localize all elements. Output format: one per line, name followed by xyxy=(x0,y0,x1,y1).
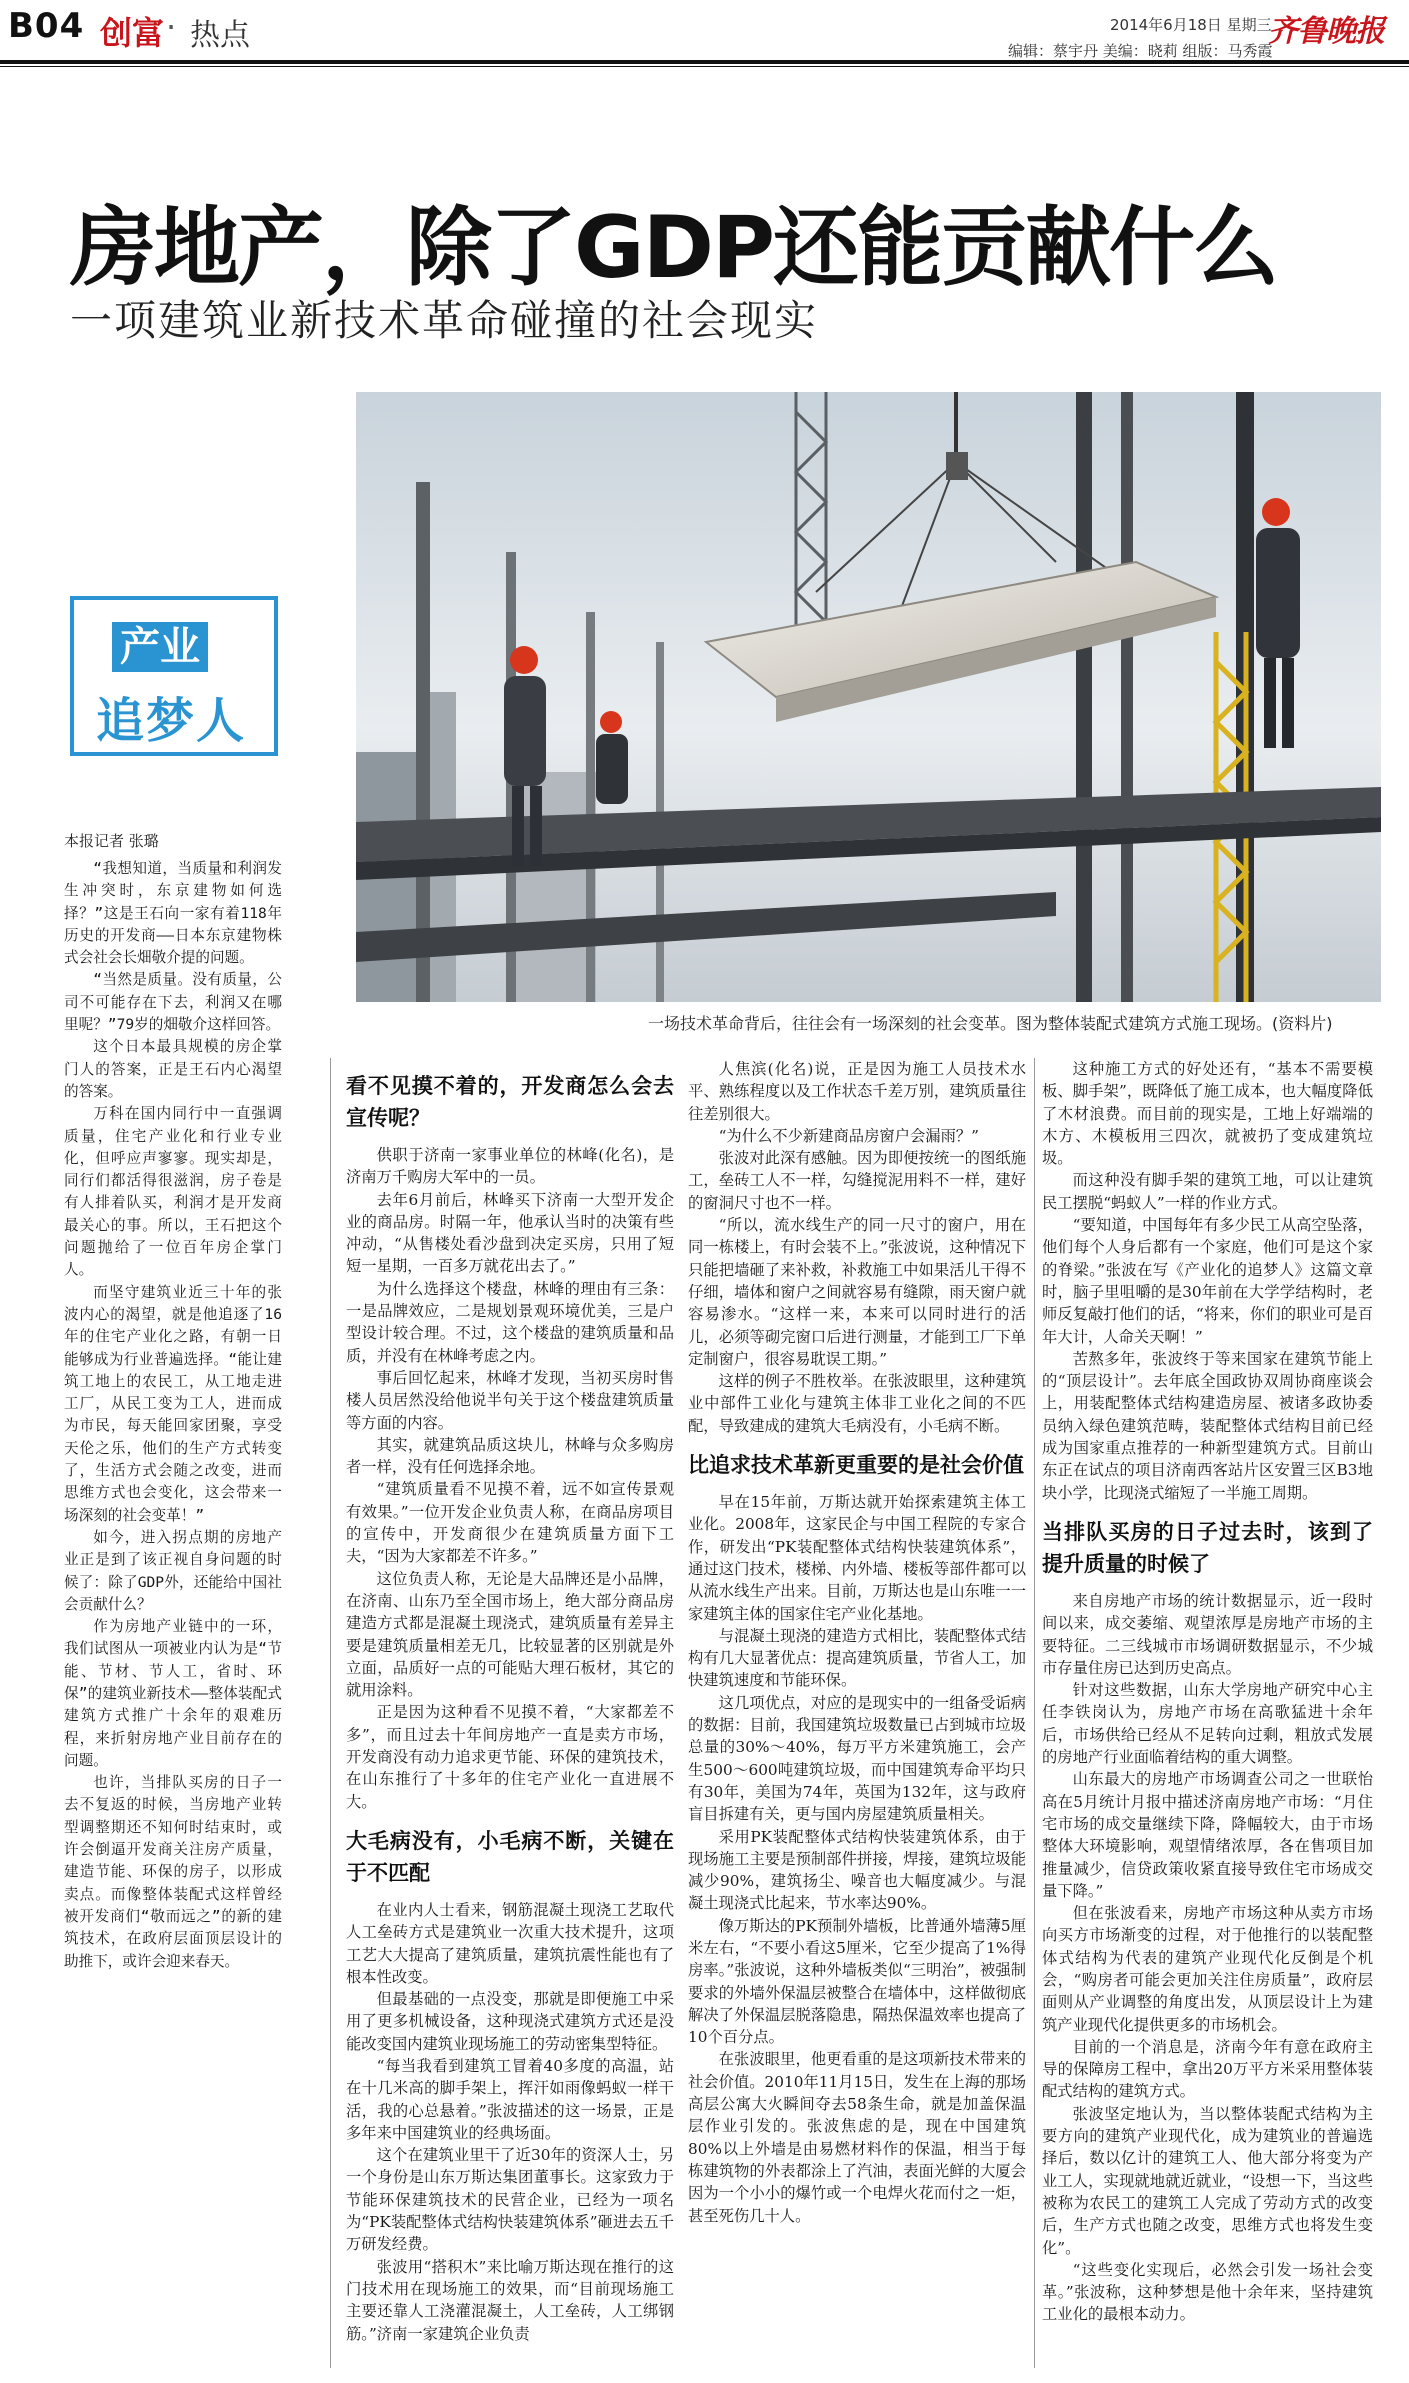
body-paragraph: “要知道，中国每年有多少民工从高空坠落，他们每个人身后都有一个家庭，他们可是这个家的脊梁。”张波在写《产业化的追梦人》这篇文章时，脑子里咀嚼的是30年前在大学学结构时，老师反复敲打他们的话，“将来，你们的职业可是百年大计，人命关天啊！” xyxy=(1042,1216,1373,1346)
body-paragraph: 早在15年前，万斯达就开始探索建筑主体工业化。2008年，这家民企与中国工程院的专家合作，研发出“PK装配整体式结构快装建筑体系”，通过这门技术，楼梯、内外墙、楼板等部件都可以从流水线生产出来。目前，万斯达也是山东唯一一家建筑主体的国家住宅产业化基地。 xyxy=(688,1493,1026,1623)
body-paragraph: 而这种没有脚手架的建筑工地，可以让建筑民工摆脱“蚂蚁人”一样的作业方式。 xyxy=(1042,1171,1373,1212)
sidebar-paragraph: “我想知道，当质量和利润发生冲突时，东京建物如何选择？”这是王石向一家有着118年历史的开发商——日本东京建物株式会社会长畑敬介提的问题。 xyxy=(64,860,282,967)
subheadline: 一项建筑业新技术革命碰撞的社会现实 xyxy=(70,296,819,345)
body-paragraph: 在张波眼里，他更看重的是这项新技术带来的社会价值。2010年11月15日，发生在上海的那场高层公寓大火瞬间夺去58条生命，就是加盖保温层作业引发的。张波焦虑的是，现在中国建筑80%以上外墙是由易燃材料作的保温，相当于每栋建筑物的外表都涂上了汽油，表面光鲜的大厦会因为一个小小的爆竹或一个电焊火花而付之一炬，甚至死伤几十人。 xyxy=(688,2050,1026,2225)
body-paragraph: 事后回忆起来，林峰才发现，当初买房时售楼人员居然没给他说半句关于这个楼盘建筑质量等方面的内容。 xyxy=(346,1368,674,1432)
body-paragraph: “建筑质量看不见摸不着，远不如宣传景观有效果。”一位开发企业负责人称，在商品房项目的宣传中，开发商很少在建筑质量方面下工夫，“因为大家都差不许多。” xyxy=(346,1480,674,1566)
editor-credits: 编辑：蔡宇丹 美编：晓莉 组版：马秀霞 xyxy=(1008,42,1273,60)
sidebar-paragraph: 这个日本最具规模的房企掌门人的答案，正是王石内心渴望的答案。 xyxy=(64,1038,282,1100)
body-column-2 xyxy=(688,1058,1026,2227)
section-subname: 热点 xyxy=(190,18,250,53)
body-column-3 xyxy=(1042,1058,1373,2326)
photo-caption: 一场技术革命背后，往往会有一场深刻的社会变革。图为整体装配式建筑方式施工现场。(资料片) xyxy=(648,1014,1333,1033)
body-paragraph: 但在张波看来，房地产市场这种从卖方市场向买方市场渐变的过程，对于他推行的以装配整体式结构为代表的建筑产业现代化反倒是个机会，“购房者可能会更加关注住房质量”，政府层面则从产业调整的角度出发，从顶层设计上为建筑产业现代化提供更多的市场机会。 xyxy=(1042,1904,1373,2034)
section-heading: 比追求技术革新更重要的是社会价值 xyxy=(688,1453,1024,1478)
sidebar-paragraph: 也许，当排队买房的日子一去不复返的时候，当房地产业转型调整期还不知何时结束时，或许会倒逼开发商关注房产质量，建造节能、环保的房子，以形成卖点。而像整体装配式这样曾经被开发商们“敬而远之”的新的建筑技术，在政府层面顶层设计的助推下，或许会迎来春天。 xyxy=(64,1774,282,1970)
body-paragraph: 在业内人士看来，钢筋混凝土现浇工艺取代人工垒砖方式是建筑业一次重大技术提升，这项工艺大大提高了建筑质量，建筑抗震性能也有了根本性改变。 xyxy=(346,1900,674,1986)
section-name: 创富 xyxy=(100,14,165,52)
body-paragraph: 正是因为这种看不见摸不着，“大家都差不多”，而且过去十年间房地产一直是卖方市场，开发商没有动力追求更节能、环保的建筑技术，在山东推行了十多年的住宅产业化一直进展不大。 xyxy=(346,1703,674,1811)
sidebar-paragraph: “当然是质量。没有质量，公司不可能存在下去，利润又在哪里呢？”79岁的畑敬介这样回答。 xyxy=(64,971,282,1034)
body-paragraph: 来自房地产市场的统计数据显示，近一段时间以来，成交萎缩、观望浓厚是房地产市场的主要特征。二三线城市市场调研数据显示，不少城市存量住房已达到历史高点。 xyxy=(1042,1591,1373,1677)
body-paragraph: 针对这些数据，山东大学房地产研究中心主任李铁岗认为，房地产市场在高歌猛进十余年后，市场供给已经从不足转向过剩，粗放式发展的房地产行业面临着结构的重大调整。 xyxy=(1042,1681,1373,1767)
body-paragraph: 去年6月前后，林峰买下济南一大型开发企业的商品房。时隔一年，他承认当时的决策有些冲动，“从售楼处看沙盘到决定买房，只用了短短一星期，一百多万就花出去了。” xyxy=(346,1190,674,1276)
page-code: B04 xyxy=(8,6,85,46)
construction-photo-illustration xyxy=(356,392,1381,1002)
body-paragraph: 但最基础的一点没变，那就是即便施工中采用了更多机械设备，这种现浇式建筑方式还是没能改变国内建筑业现场施工的劳动密集型特征。 xyxy=(346,1990,674,2053)
body-paragraph: 这样的例子不胜枚举。在张波眼里，这种建筑业中部件工业化与建筑主体非工业化之间的不匹配，导致建成的建筑大毛病没有，小毛病不断。 xyxy=(688,1372,1026,1435)
sidebar-column xyxy=(64,858,282,1973)
body-paragraph: 供职于济南一家事业单位的林峰(化名)，是济南万千购房大军中的一员。 xyxy=(346,1146,674,1187)
section-heading: 看不见摸不着的，开发商怎么会去宣传呢？ xyxy=(346,1074,674,1130)
body-paragraph: 这种施工方式的好处还有，“基本不需要模板、脚手架”，既降低了施工成本，也大幅度降低了木材浪费。而目前的现实是，工地上好端端的木方、木模板用三四次，就被扔了变成建筑垃圾。 xyxy=(1042,1060,1373,1168)
sidebar-paragraph: 万科在国内同行中一直强调质量，住宅产业化和行业专业化，但呼应声寥寥。现实却是，同行们都活得很滋润，房子卷是有人排着队买，利润才是开发商最关心的事。所以，王石把这个问题抛给了一位百年房企掌门人。 xyxy=(64,1105,282,1279)
newspaper-logo: 齐鲁晚报 xyxy=(1268,14,1384,49)
body-paragraph: 人焦滨(化名)说，正是因为施工人员技术水平、熟练程度以及工作状态千差万别，建筑质量往往差别很大。 xyxy=(688,1060,1026,1123)
body-paragraph: 这几项优点，对应的是现实中的一组备受诟病的数据：目前，我国建筑垃圾数量已占到城市垃圾总量的30%～40%，每万平方米建筑施工，会产生500～600吨建筑垃圾，而中国建筑寿命平均只有30年，美国为74年，英国为132年，这与政府盲目拆建有关，更与国内房屋建筑质量相关。 xyxy=(688,1693,1026,1824)
sidebar-paragraph: 如今，进入拐点期的房地产业正是到了该正视自身问题的时候了：除了GDP外，还能给中国社会贡献什么？ xyxy=(64,1528,282,1613)
body-paragraph: 与混凝土现浇的建造方式相比，装配整体式结构有几大显著优点：提高建筑质量，节省人工，加快建筑速度和节能环保。 xyxy=(688,1626,1026,1690)
body-paragraph: 目前的一个消息是，济南今年有意在政府主导的保障房工程中，拿出20万平方米采用整体装配式结构的建筑方式。 xyxy=(1042,2037,1373,2101)
body-paragraph: 为什么选择这个楼盘，林峰的理由有三条：一是品牌效应，二是规划景观环境优美，三是户型设计较合理。不过，这个楼盘的建筑质量和品质，并没有在林峰考虑之内。 xyxy=(346,1279,674,1365)
headline: 房地产，除了GDP还能贡献什么 xyxy=(70,198,1278,298)
issue-date: 2014年6月18日 星期三 xyxy=(1110,16,1272,34)
body-paragraph: “这些变化实现后，必然会引发一场社会变革。”张波称，这种梦想是他十余年来，坚持建筑工业化的最根本动力。 xyxy=(1042,2260,1373,2324)
body-paragraph: 山东最大的房地产市场调查公司之一世联怡高在5月统计月报中描述济南房地产市场：“月住宅市场的成交量继续下降，降幅较大，由于市场整体大环境影响，观望情绪浓厚，各在售项目加推量减少，信贷政策收紧直接导致住宅市场成交量下降。” xyxy=(1042,1770,1373,1900)
masthead-rule xyxy=(0,60,1409,64)
masthead-rule-thin xyxy=(0,66,1409,67)
body-paragraph: 这个在建筑业里干了近30年的资深人士，另一个身份是山东万斯达集团董事长。这家致力于节能环保建筑技术的民营企业，已经为一项名为“PK装配整体式结构快装建筑体系”砸进去五千万研发经费。 xyxy=(346,2146,675,2254)
body-paragraph: “为什么不少新建商品房窗户会漏雨？” xyxy=(718,1126,979,1145)
section-heading: 当排队买房的日子过去时，该到了提升质量的时候了 xyxy=(1042,1519,1373,1576)
section-separator: · xyxy=(166,8,177,46)
body-paragraph: “每当我看到建筑工冒着40多度的高温，站在十几米高的脚手架上，挥汗如雨像蚂蚁一样干活，我的心总悬着。”张波描述的这一场景，正是多年来中国建筑业的经典场面。 xyxy=(346,2056,674,2142)
sidebar-paragraph: 而坚守建筑业近三十年的张波内心的渴望，就是他追逐了16年的住宅产业化之路，有朝一日能够成为行业普遍选择。“能让建筑工地上的农民工，从工地走进工厂，从民工变为工人，进而成为市民，每天能回家团聚，享受天伦之乐，他们的生产方式转变了，生活方式会随之改变，进而思维方式也会变化，这会带来一场深刻的社会变革！” xyxy=(64,1283,282,1524)
body-paragraph: 其实，就建筑品质这块儿，林峰与众多购房者一样，没有任何选择余地。 xyxy=(346,1435,674,1477)
body-paragraph: 张波用“搭积木”来比喻万斯达现在推行的这门技术用在现场施工的效果，而“目前现场施工主要还靠人工浇灌混凝土，人工垒砖，人工绑钢筋。”济南一家建筑企业负责 xyxy=(346,2257,674,2343)
column-divider xyxy=(1034,1058,1035,2368)
article-photo xyxy=(356,392,1381,1002)
column-divider xyxy=(330,1058,331,2368)
body-paragraph: 张波坚定地认为，当以整体装配式结构为主要方向的建筑产业现代化，成为建筑业的普遍选择后，数以亿计的建筑工人、他大部分将变为产业工人，实现就地就近就业，“设想一下，当这些被称为农民工的建筑工人完成了劳动方式的改变后，生产方式也随之改变，思维方式也将发生变化”。 xyxy=(1042,2104,1373,2257)
body-paragraph: 这位负责人称，无论是大品牌还是小品牌，在济南、山东乃至全国市场上，绝大部分商品房建造方式都是混凝土现浇式，建筑质量有差异主要是建筑质量相差无几，比较显著的区别就是外立面，品质好一点的可能贴大理石板材，其它的就用涂料。 xyxy=(346,1569,674,1700)
column-badge-top: 产业 xyxy=(112,622,208,672)
body-column-1 xyxy=(346,1058,674,2345)
section-heading: 大毛病没有，小毛病不断，关键在于不匹配 xyxy=(346,1828,674,1885)
column-badge-bottom: 追梦人 xyxy=(96,693,247,749)
body-paragraph: 张波对此深有感触。因为即便按统一的图纸施工，垒砖工人不一样，勾缝搅泥用料不一样，建好的窗洞尺寸也不一样。 xyxy=(688,1149,1026,1212)
body-paragraph: 像万斯达的PK预制外墙板，比普通外墙薄5厘米左右，“不要小看这5厘米，它至少提高了1%得房率。”张波说，这种外墙板类似“三明治”，被强制要求的外墙外保温层被整合在墙体中，这样做彻底解决了外保温层脱落隐患，隔热保温效率也提高了10个百分点。 xyxy=(688,1916,1026,2047)
sidebar-paragraph: 作为房地产业链中的一环，我们试图从一项被业内认为是“节能、节材、节人工，省时、环保”的建筑业新技术——整体装配式建筑方式推广十余年的艰难历程，来折射房地产业目前存在的问题。 xyxy=(64,1618,282,1769)
byline: 本报记者 张璐 xyxy=(64,832,159,850)
body-paragraph: “所以，流水线生产的同一尺寸的窗户，用在同一栋楼上，有时会装不上。”张波说，这种情况下只能把墙砸了来补救，补救施工中如果活儿干得不仔细，墙体和窗户之间就容易有缝隙，雨天窗户就容易渗水。“这样一来，本来可以同时进行的活儿，必须等砌完窗口后进行测量，才能到工厂下单定制窗户，很容易耽误工期。” xyxy=(688,1216,1026,1368)
body-paragraph: 采用PK装配整体式结构快装建筑体系，由于现场施工主要是预制部件拼接，焊接，建筑垃圾能减少90%，建筑扬尘、噪音也大幅度减少。与混凝土现浇式比起来，节水率达90%。 xyxy=(688,1827,1026,1913)
body-paragraph: 苦熬多年，张波终于等来国家在建筑节能上的“顶层设计”。去年底全国政协双周协商座谈会上，用装配整体式结构建造房屋、被诸多政协委员纳入绿色建筑范畴，装配整体式结构目前已经成为国家重点推荐的一种新型建筑方式。目前山东正在试点的项目济南西客站片区安置三区B3地块小学，比现浇式缩短了一半施工周期。 xyxy=(1042,1349,1373,1502)
